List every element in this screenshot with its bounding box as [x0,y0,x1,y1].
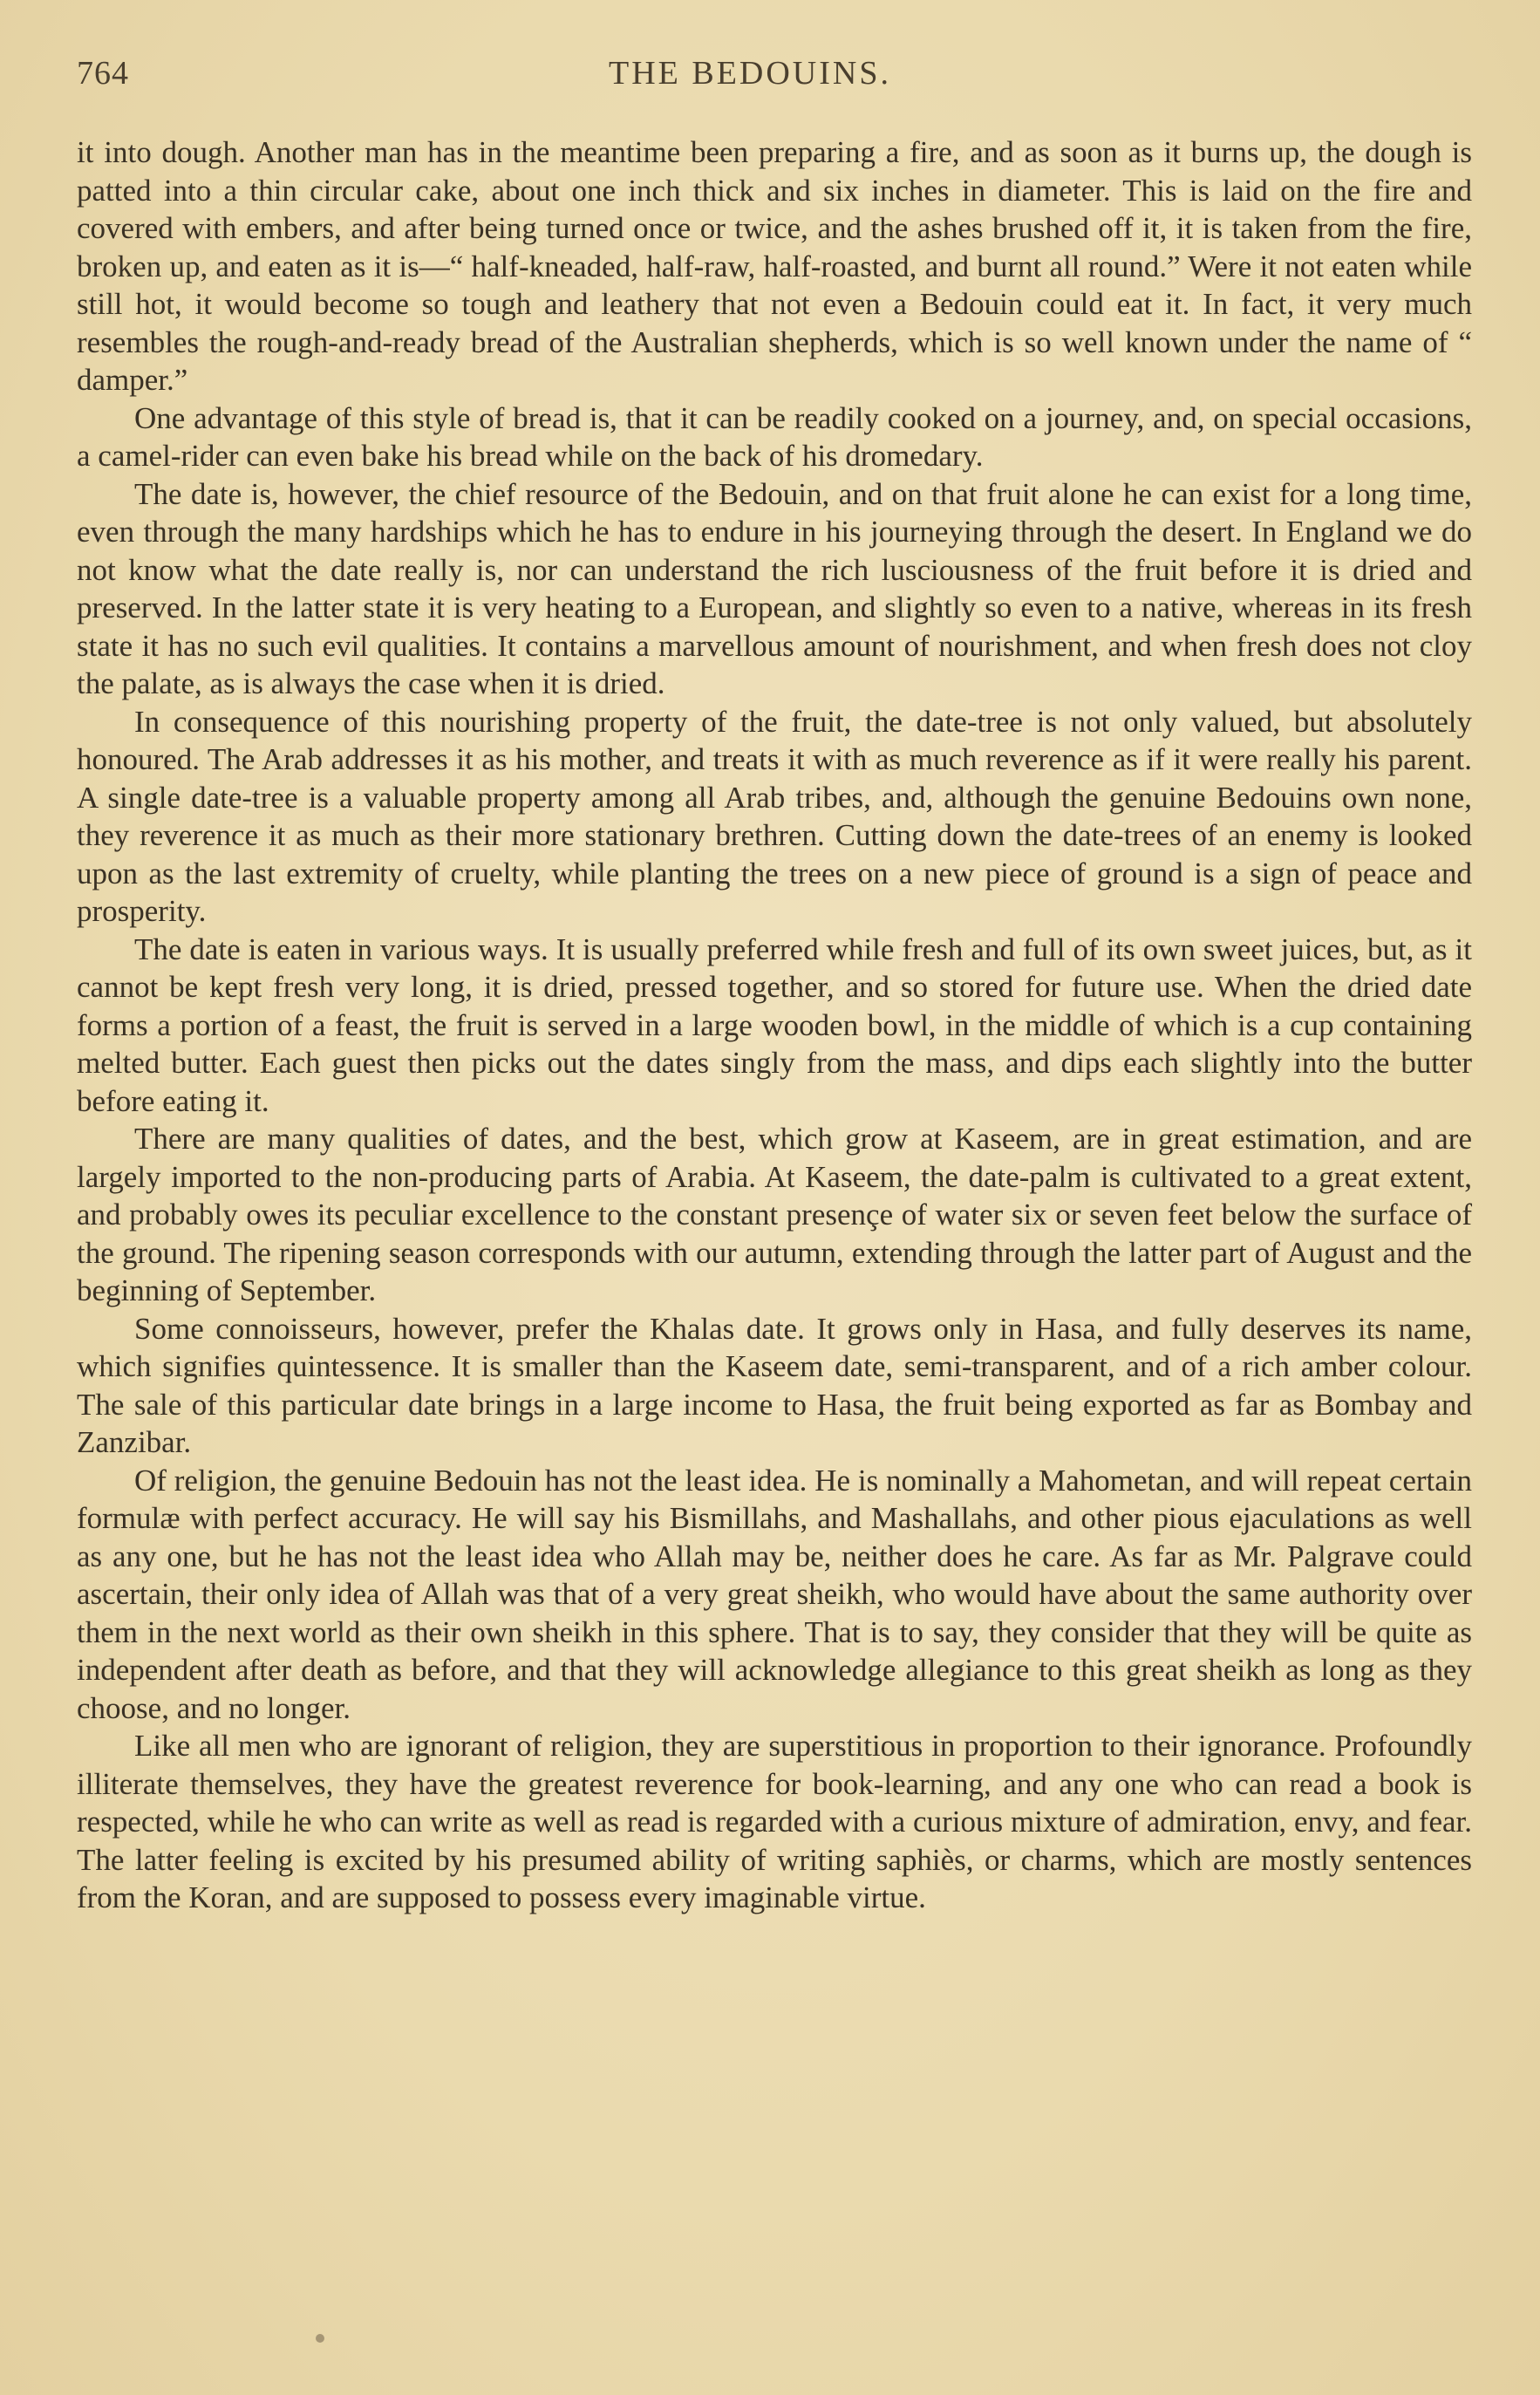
paragraph-date-tree-honoured: In consequence of this nourishing property of the fruit, the date-tree is not only valued, but absolutely honoured. The Arab addresses it as his mother, and treats it with as much reverence as if it were really his parent. A single date-tree is a valuable property among all Arab tribes, and, although the genuine Bedouins own none, they reverence it as much as their more stationary brethren. Cutting down the date-trees of an enemy is looked upon as the last extremity of cruelty, while planting the trees on a new piece of ground is a sign of peace and prosperity. [77,704,1472,928]
page-number: 764 [77,55,129,92]
body-text [77,133,1472,1917]
running-title: THE BEDOUINS. [609,55,891,92]
paragraph-religion: Of religion, the genuine Bedouin has not the least idea. He is nominally a Mahometan, and will repeat certain formulæ with perfect accuracy. He will say his Bismillahs, and Mashallahs, and other pious ejaculations as well as any one, but he has not the least idea who Allah may be, neither does he care. As far as Mr. Palgrave could ascertain, their only idea of Allah was that of a very great sheikh, who would have about the same authority over them in the next world as their own sheikh in this sphere. That is to say, they consider that they will be quite as independent after death as before, and that they will acknowledge allegiance to this great sheikh as long as they choose, and no longer. [77,1463,1472,1725]
paragraph-bread-making: it into dough. Another man has in the meantime been preparing a fire, and as soon as it burns up, the dough is patted into a thin circular cake, about one inch thick and six inches in diameter. This is laid on the fire and covered with embers, and after being turned once or twice, and the ashes brushed off it, it is taken from the fire, broken up, and eaten as it is—“ half-kneaded, half-raw, half-roasted, and burnt all round.” Were it not eaten while still hot, it would become so tough and leathery that not even a Bedouin could eat it. In fact, it very much resembles the rough-and-ready bread of the Australian shepherds, which is so well known under the name of “ damper.” [77,135,1472,397]
page-mark [316,2334,324,2343]
paragraph-superstition: Like all men who are ignorant of religion, they are superstitious in proportion to their ignorance. Profoundly illiterate themselves, they have the greatest reverence for book-learning, and any one who can read a book is respected, while he who can write as well as read is regarded with a curious mixture of admiration, envy, and fear. The latter feeling is excited by his presumed ability of writing saphiès, or charms, which are mostly sentences from the Koran, and are supposed to possess every imaginable virtue. [77,1729,1472,1914]
page-header [77,54,1472,106]
paragraph-date-eating: The date is eaten in various ways. It is usually preferred while fresh and full of its own sweet juices, but, as it cannot be kept fresh very long, it is dried, pressed together, and so stored for future use. When the dried date forms a portion of a feast, the fruit is served in a large wooden bowl, in the middle of which is a cup containing melted butter. Each guest then picks out the dates singly from the mass, and dips each slightly into the butter before eating it. [77,931,1472,1118]
paragraph-khalas-date: Some connoisseurs, however, prefer the Khalas date. It grows only in Hasa, and fully deserves its name, which signifies quintessence. It is smaller than the Kaseem date, semi-transparent, and of a rich amber colour. The sale of this particular date brings in a large income to Hasa, the fruit being exported as far as Bombay and Zanzibar. [77,1311,1472,1459]
paragraph-bread-journey: One advantage of this style of bread is, that it can be readily cooked on a journey, and, on special occasions, a camel-rider can even bake his bread while on the back of his dromedary. [77,400,1472,473]
paragraph-kaseem-dates: There are many qualities of dates, and the best, which grow at Kaseem, are in great estimation, and are largely imported to the non-producing parts of Arabia. At Kaseem, the date-palm is cultivated to a great extent, and probably owes its peculiar excellence to the constant presençe of water six or seven feet below the surface of the ground. The ripening season corresponds with our autumn, extending through the latter part of August and the beginning of September. [77,1122,1472,1307]
paragraph-date-resource: The date is, however, the chief resource of the Bedouin, and on that fruit alone he can exist for a long time, even through the many hardships which he has to endure in his journeying through the desert. In England we do not know what the date really is, nor can understand the rich lusciousness of the fruit before it is dried and preserved. In the latter state it is very heating to a European, and slightly so even to a native, whereas in its fresh state it has no such evil qualities. It contains a marvellous amount of nourishment, and when fresh does not cloy the palate, as is always the case when it is dried. [77,476,1472,700]
